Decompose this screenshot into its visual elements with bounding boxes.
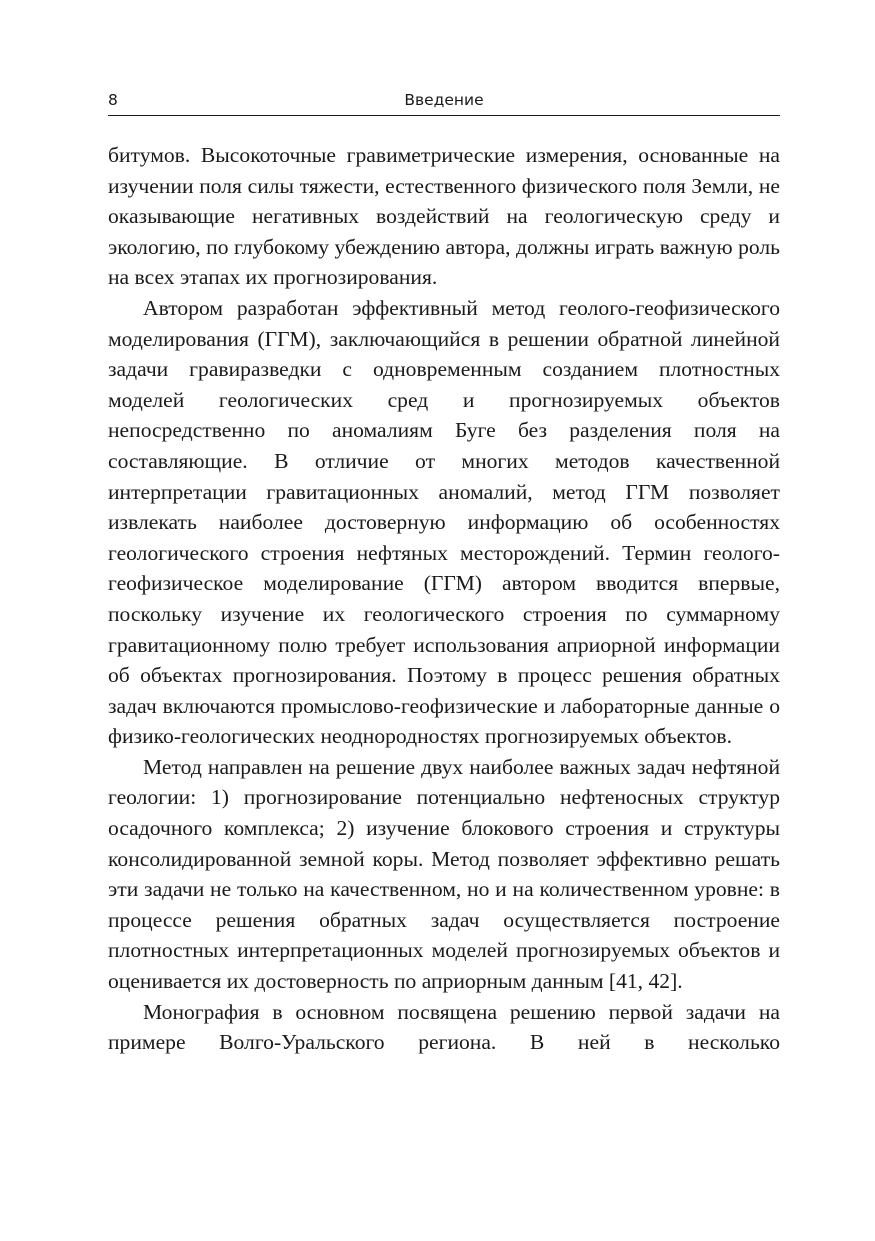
body-text (108, 140, 780, 1058)
running-head (108, 89, 780, 116)
chapter-title: Введение (404, 91, 484, 109)
paragraph-monograph: Монография в основном посвящена решению первой задачи на примере Волго-Уральского региона. В ней в несколько (108, 999, 780, 1055)
paragraph-method-tasks: Метод направлен на решение двух наиболее важных задач нефтяной геологии: 1) прогнозирование потенциально нефтеносных структур осадочного комплекса; 2) изучение блокового строения и структуры консолидированной земной коры. Метод позволяет эффективно решать эти задачи не только на качественном, но и на количественном уровне: в процессе решения обратных задач осуществляется построение плотностных интерпретационных моделей прогнозируемых объектов и оценивается их достоверность по априорным данным [41, 42]. (108, 754, 780, 994)
paragraph-continued: битумов. Высокоточные гравиметрические измерения, основанные на изучении поля силы тяжести, естественного физического поля Земли, не оказывающие негативных воздействий на геологическую среду и экологию, по глубокому убеждению автора, должны играть важную роль на всех этапах их прогнозирования. (108, 143, 780, 290)
paragraph-method-ggm: Автором разработан эффективный метод геолого-геофизического моделирования (ГГМ), заключающийся в решении обратной линейной задачи гравиразведки с одновременным созданием плотностных моделей геологических сред и прогнозируемых объектов непосредственно по аномалиям Буге без разделения поля на составляющие. В отличие от многих методов качественной интерпретации гравитационных аномалий, метод ГГМ позволяет извлекать наиболее достоверную информацию об особенностях геологического строения нефтяных месторождений. Термин геолого-геофизическое моделирование (ГГМ) автором вводится впервые, поскольку изучение их геологического строения по суммарному гравитационному полю требует использования априорной информации об объектах прогнозирования. Поэтому в процесс решения обратных задач включаются промыслово-геофизические и лабораторные данные о физико-геологических неоднородностях прогнозируемых объектов. (108, 295, 780, 749)
page-number: 8 (108, 91, 118, 109)
